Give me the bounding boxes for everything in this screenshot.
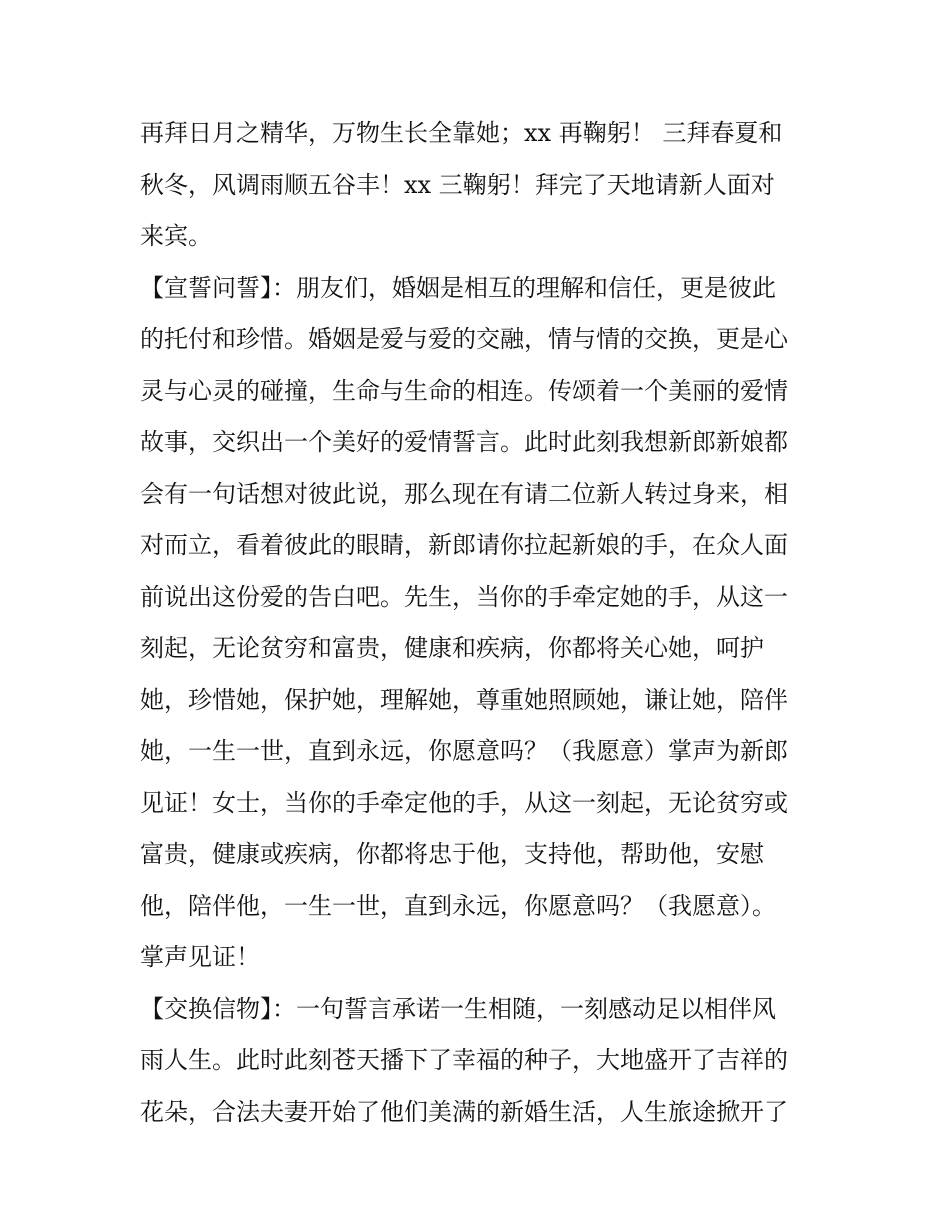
text-line: 对而立，看着彼此的眼睛，新郎请你拉起新娘的手，在众人面 — [140, 531, 788, 559]
text-line: 秋冬，风调雨顺五谷丰！xx 三鞠躬！拜完了天地请新人面对 — [140, 170, 775, 199]
text-line: 【宣誓问誓】：朋友们，婚姻是相互的理解和信任，更是彼此 — [140, 273, 776, 302]
text-line: 的托付和珍惜。婚姻是爱与爱的交融，情与情的交换，更是心 — [140, 325, 788, 353]
document-body — [140, 108, 812, 1138]
text-line: 她，一生一世，直到永远，你愿意吗？（我愿意）掌声为新郎 — [140, 737, 788, 765]
text-line: 花朵，合法夫妻开始了他们美满的新婚生活，人生旅途掀开了 — [140, 1097, 788, 1126]
text-line: 他，陪伴他，一生一世，直到永远，你愿意吗？（我愿意）。 — [140, 891, 776, 920]
text-line: 来宾。 — [140, 222, 212, 250]
text-line: 雨人生。此时此刻苍天播下了幸福的种子，大地盛开了吉祥的 — [140, 1046, 788, 1074]
text-line: 见证！女士，当你的手牵定他的手，从这一刻起，无论贫穷或 — [140, 788, 788, 817]
text-line: 她，珍惜她，保护她，理解她，尊重她照顾她，谦让她，陪伴 — [140, 685, 788, 714]
text-line: 【交换信物】：一句誓言承诺一生相随，一刻感动足以相伴风 — [140, 994, 776, 1023]
text-line: 刻起，无论贫穷和富贵，健康和疾病，你都将关心她，呵护 — [140, 634, 764, 662]
text-line: 灵与心灵的碰撞，生命与生命的相连。传颂着一个美丽的爱情 — [140, 376, 788, 405]
text-line: 再拜日月之精华，万物生长全靠她；xx 再鞠躬！ 三拜春夏和 — [140, 119, 783, 147]
text-line: 掌声见证！ — [140, 943, 260, 971]
text-line: 前说出这份爱的告白吧。先生，当你的手牵定她的手，从这一 — [140, 582, 788, 611]
text-line: 故事，交织出一个美好的爱情誓言。此时此刻我想新郎新娘都 — [140, 428, 788, 456]
text-line: 富贵，健康或疾病，你都将忠于他，支持他，帮助他，安慰 — [140, 840, 764, 868]
text-line: 会有一句话想对彼此说，那么现在有请二位新人转过身来，相 — [140, 479, 788, 508]
